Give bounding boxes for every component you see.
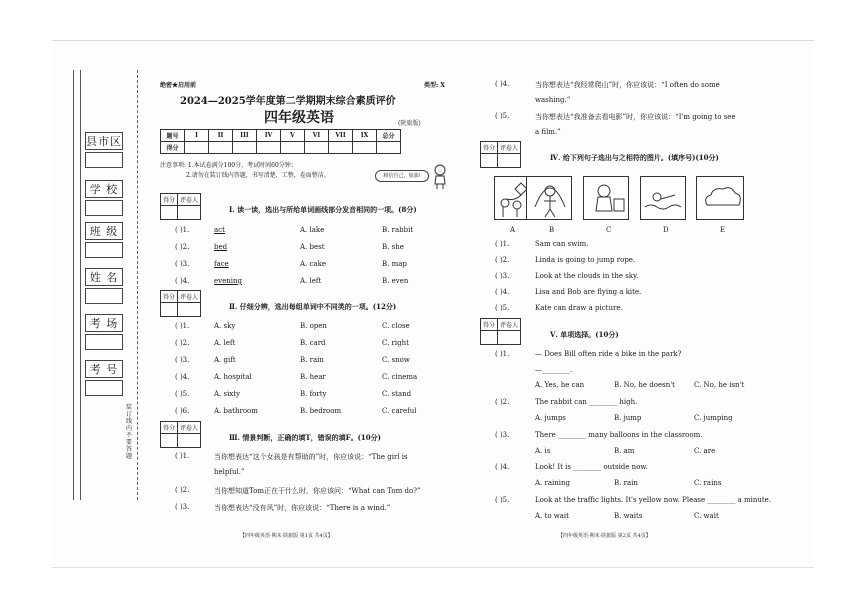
s4-item-num[interactable]: ( )2. <box>495 256 510 264</box>
s4-item-num[interactable]: ( )3. <box>495 272 510 280</box>
s5-question-line2: —________. <box>535 366 573 374</box>
s2-option-c: C. right <box>382 339 409 347</box>
grader-name-cell[interactable] <box>498 154 521 168</box>
binding-line-middle <box>80 70 81 500</box>
s3-item-num[interactable]: ( )3. <box>175 503 190 511</box>
s2-option-c: C. snow <box>382 356 410 364</box>
grader-name-label: 评卷人 <box>178 422 201 434</box>
score-header-cell: V <box>281 130 305 142</box>
picture-label: B <box>549 226 555 234</box>
score-header-total: 总分 <box>377 130 401 142</box>
s2-option-b: B. bedroom <box>300 407 342 415</box>
s2-option-b: B. hear <box>300 373 326 381</box>
notes-line-2: 2.请勿在装订线内答题，书写清楚，工整，卷面整洁。 <box>186 172 330 179</box>
county-label: 县市区 <box>85 132 123 150</box>
s5-item-num[interactable]: ( )4. <box>495 463 510 471</box>
s1-item-num[interactable]: ( )3. <box>175 260 190 268</box>
s4-item-text: Kate can draw a picture. <box>535 304 623 312</box>
score-header-cell: I <box>185 130 209 142</box>
s5-question: Look! It is ________ outside now. <box>535 463 648 471</box>
s2-item-num[interactable]: ( )3. <box>175 356 190 364</box>
s1-option-a: A. best <box>300 243 325 251</box>
s3-item-text: 当你想表达“没有风”时，你应该说：“There is a wind.” <box>214 504 391 512</box>
s4-item-text: Look at the clouds in the sky. <box>535 272 639 280</box>
s5-option-c: C. No, he isn't <box>694 381 745 389</box>
exam-title: 2024—2025学年度第二学期期末综合素质评价 <box>180 96 396 107</box>
s3-item-cont: a film.” <box>535 128 561 136</box>
s4-item-text: Lisa and Bob are flying a kite. <box>535 288 642 296</box>
s2-item-num[interactable]: ( )1. <box>175 322 190 330</box>
school-label: 学 校 <box>85 180 123 198</box>
grader-box-4 <box>480 141 521 168</box>
s5-option-a: A. is <box>535 447 551 455</box>
picture-label: D <box>663 226 669 234</box>
score-cell[interactable] <box>329 142 353 154</box>
s5-option-b: B. No, he doesn't <box>614 381 675 389</box>
picture-label: E <box>720 226 726 234</box>
s2-option-b: B. card <box>300 339 326 347</box>
s4-item-num[interactable]: ( )5. <box>495 304 510 312</box>
s1-item-word: face <box>214 260 229 268</box>
footer-page-2: 【四年级英语·期末·陕旅版 第2页 共4页】 <box>558 533 651 539</box>
county-input[interactable] <box>85 152 123 168</box>
s1-option-b: B. map <box>382 260 407 268</box>
s2-item-num[interactable]: ( )2. <box>175 339 190 347</box>
class-input[interactable] <box>85 242 123 258</box>
s5-option-a: A. jumps <box>535 414 566 422</box>
score-header-cell: VII <box>329 130 353 142</box>
class-label: 班 级 <box>85 222 123 240</box>
binding-line-outer <box>73 70 74 500</box>
s1-option-b: B. she <box>382 243 404 251</box>
s2-option-c: C. cinema <box>382 373 418 381</box>
s5-item-num[interactable]: ( )1. <box>495 350 510 358</box>
s2-option-c: C. close <box>382 322 410 330</box>
s5-option-a: A. Yes, he can <box>535 381 585 389</box>
s5-option-c: C. jumping <box>694 414 733 422</box>
school-input[interactable] <box>85 200 123 216</box>
s3-item-text: 当你想知道Tom正在干什么时，你应该问：“What can Tom do?” <box>214 487 421 495</box>
grader-score-cell[interactable] <box>161 434 178 448</box>
jump-rope-icon <box>527 177 573 221</box>
section1-title: Ⅰ. 读一读，选出与所给单词画线部分发音相同的一项。(8分) <box>229 205 417 214</box>
s3-item-text: 当你想表达“这个女孩是有帮助的”时，你应该说：“The girl is <box>214 453 408 461</box>
s2-option-a: A. gift <box>214 356 236 364</box>
score-header-label: 题号 <box>161 130 185 142</box>
picture-a <box>494 176 530 220</box>
grader-name-cell[interactable] <box>178 303 201 317</box>
s1-item-num[interactable]: ( )1. <box>175 226 190 234</box>
s5-item-num[interactable]: ( )2. <box>495 398 510 406</box>
picture-label: A <box>510 226 516 234</box>
s2-option-b: B. forty <box>300 390 327 398</box>
s5-item-num[interactable]: ( )5. <box>495 496 510 504</box>
grader-score-label: 得分 <box>481 319 498 331</box>
exam-number-label: 考 号 <box>85 360 123 378</box>
grader-score-label: 得分 <box>161 291 178 303</box>
score-header-cell: II <box>209 130 233 142</box>
grader-box-3 <box>160 421 201 448</box>
s5-question: Look at the traffic lights. It's yellow now. Please ________ a minute. <box>535 496 772 504</box>
s1-item-word: bed <box>214 243 228 251</box>
s2-option-a: A. sixty <box>214 390 241 398</box>
s1-option-b: B. even <box>382 277 409 285</box>
s5-question: The rabbit can ________ high. <box>535 398 638 406</box>
s5-option-b: B. am <box>614 447 635 455</box>
picture-c <box>583 176 629 220</box>
grader-box-2 <box>160 290 201 317</box>
s5-option-b: B. rain <box>614 479 638 487</box>
drawing-girl-icon <box>584 177 630 221</box>
s2-option-a: A. left <box>214 339 236 347</box>
secret-mark: 绝密★启用前 <box>160 82 197 89</box>
exam-number-input[interactable] <box>85 380 123 396</box>
score-header-cell: IX <box>353 130 377 142</box>
grader-name-label: 评卷人 <box>498 142 521 154</box>
s1-option-a: A. lake <box>300 226 325 234</box>
name-input[interactable] <box>85 288 123 304</box>
s1-option-b: B. rabbit <box>382 226 414 234</box>
section4-title: Ⅳ. 给下列句子选出与之相符的图片。(填序号)(10分) <box>550 153 719 162</box>
s5-item-num[interactable]: ( )3. <box>495 431 510 439</box>
s2-item-num[interactable]: ( )6. <box>175 407 190 415</box>
s2-item-num[interactable]: ( )4. <box>175 373 190 381</box>
s3-item-num[interactable]: ( )5. <box>495 112 510 120</box>
cartoon-girl-icon <box>432 164 448 190</box>
score-header-cell: III <box>233 130 257 142</box>
binding-notice: 装订线内不要答题 <box>126 404 133 460</box>
s4-item-num[interactable]: ( )4. <box>495 288 510 296</box>
paper-type: 类型: X <box>424 82 445 89</box>
name-label: 姓 名 <box>85 268 123 286</box>
exam-room-label: 考 场 <box>85 314 123 332</box>
s3-item-num[interactable]: ( )4. <box>495 80 510 88</box>
grader-name-label: 评卷人 <box>178 194 201 206</box>
section3-title: Ⅲ. 情景判断，正确的填T，错误的填F。(10分) <box>229 433 381 442</box>
grader-score-cell[interactable] <box>161 303 178 317</box>
s5-question: — Does Bill often ride a bike in the park? <box>535 350 682 358</box>
s3-item-num[interactable]: ( )1. <box>175 452 190 460</box>
exam-room-input[interactable] <box>85 334 123 350</box>
s1-item-word: evening <box>214 277 242 285</box>
grader-score-label: 得分 <box>481 142 498 154</box>
s1-option-a: A. left <box>300 277 322 285</box>
s5-question: There ________ many balloons in the classroom. <box>535 431 703 439</box>
swimming-icon <box>641 177 687 221</box>
notes-line-1: 注意事项: 1.本试卷满分100分，考试时间60分钟； <box>160 162 297 169</box>
score-cell[interactable] <box>353 142 377 154</box>
s2-option-a: A. bathroom <box>214 407 258 415</box>
grader-name-label: 评卷人 <box>498 319 521 331</box>
s1-item-num[interactable]: ( )2. <box>175 243 190 251</box>
score-cell[interactable] <box>377 142 401 154</box>
s2-option-c: C. careful <box>382 407 417 415</box>
binding-line-dashed <box>137 70 138 500</box>
score-header-cell: VI <box>305 130 329 142</box>
grader-score-label: 得分 <box>161 194 178 206</box>
cloud-icon <box>697 177 745 221</box>
s3-item-cont: helpful.” <box>214 468 245 476</box>
s1-item-word: act <box>214 226 225 234</box>
encouragement-badge: 相信自己，加油! <box>375 170 429 182</box>
s2-option-a: A. hospital <box>214 373 252 381</box>
score-header-cell: IV <box>257 130 281 142</box>
picture-label: C <box>606 226 612 234</box>
grader-name-cell[interactable] <box>498 331 521 345</box>
grader-name-cell[interactable] <box>178 434 201 448</box>
s3-item-text: 当你想表达“我准备去看电影”时，你应该说：“I'm going to see <box>535 113 736 121</box>
grader-name-cell[interactable] <box>178 206 201 220</box>
s5-option-c: C. rains <box>694 479 722 487</box>
score-cell[interactable] <box>233 142 257 154</box>
grader-score-cell[interactable] <box>481 154 498 168</box>
s5-option-b: B. jump <box>614 414 642 422</box>
score-table <box>160 129 401 154</box>
section5-title: Ⅴ. 单项选择。(10分) <box>550 330 619 339</box>
picture-b <box>526 176 572 220</box>
grader-score-cell[interactable] <box>161 206 178 220</box>
picture-d <box>640 176 686 220</box>
s2-option-a: A. sky <box>214 322 236 330</box>
score-cell[interactable] <box>305 142 329 154</box>
s3-item-text: 当你想表达“我经常爬山”时，你应该说：“I often do some <box>535 81 720 89</box>
s5-option-c: C. are <box>694 447 716 455</box>
section2-title: Ⅱ. 仔细分辨，选出每组单词中不同类的一项。(12分) <box>229 302 397 311</box>
s4-item-num[interactable]: ( )1. <box>495 240 510 248</box>
subject-title: 四年级英语 <box>264 110 334 126</box>
s5-option-a: A. raining <box>535 479 570 487</box>
s2-item-num[interactable]: ( )5. <box>175 390 190 398</box>
grader-box-5 <box>480 318 521 345</box>
grader-box-1 <box>160 193 201 220</box>
grader-score-label: 得分 <box>161 422 178 434</box>
score-cell[interactable] <box>281 142 305 154</box>
score-cell[interactable] <box>209 142 233 154</box>
s2-option-c: C. stand <box>382 390 412 398</box>
footer-page-1: 【四年级英语·期末·陕旅版 第1页 共4页】 <box>240 533 333 539</box>
s3-item-cont: washing.” <box>535 96 571 104</box>
s3-item-num[interactable]: ( )2. <box>175 486 190 494</box>
score-cell[interactable] <box>185 142 209 154</box>
s1-option-a: A. cake <box>300 260 326 268</box>
s5-option-a: A. to wait <box>535 512 569 520</box>
s2-option-b: B. rain <box>300 356 324 364</box>
s5-option-b: B. waits <box>614 512 643 520</box>
picture-e <box>696 176 744 220</box>
score-cell[interactable] <box>257 142 281 154</box>
edition-label: (陕旅版) <box>398 120 421 127</box>
s4-item-text: Sam can swim. <box>535 240 589 248</box>
s2-option-b: B. open <box>300 322 327 330</box>
score-row-label: 得分 <box>161 142 185 154</box>
grader-score-cell[interactable] <box>481 331 498 345</box>
s5-option-c: C. wait <box>694 512 719 520</box>
grader-name-label: 评卷人 <box>178 291 201 303</box>
s1-item-num[interactable]: ( )4. <box>175 277 190 285</box>
s4-item-text: Linda is going to jump rope. <box>535 256 636 264</box>
